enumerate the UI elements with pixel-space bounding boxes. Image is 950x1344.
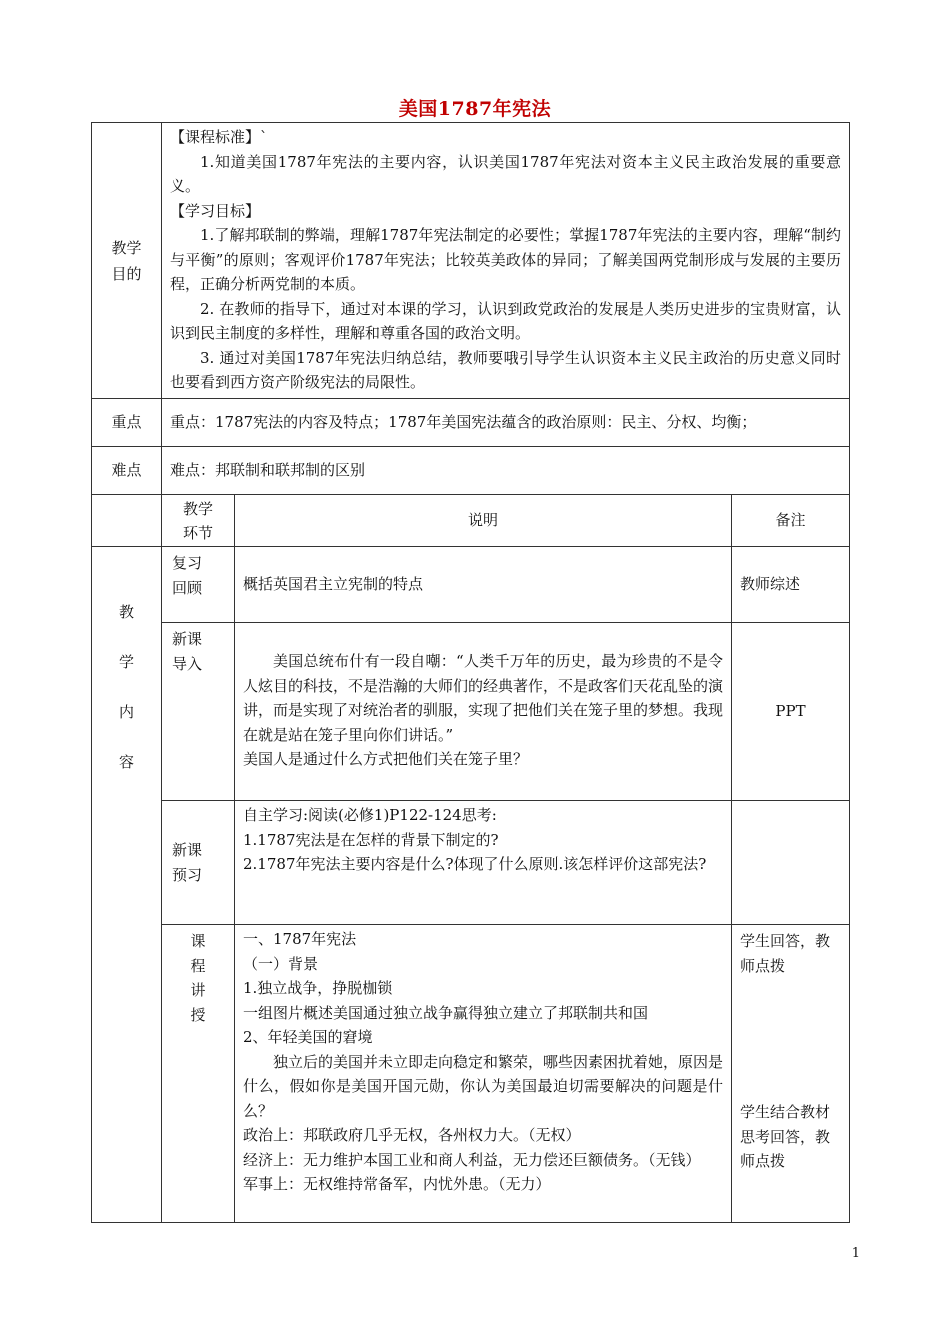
lecture-stage: 课 程 讲 授 — [162, 925, 235, 1223]
standard-heading: 【课程标准】` — [170, 128, 268, 146]
lecture-line-2: （一）背景 — [243, 954, 319, 973]
lecture-line-7: 政治上：邦联政府几乎无权，各州权力大。（无权） — [243, 1126, 581, 1144]
preview-line-1: 自主学习:阅读(必修1)P122-124思考: — [243, 806, 497, 824]
goal-3: 3. 通过对美国1787年宪法归纳总结，教师要哦引导学生认识资本主义民主政治的历史意义同时也要看到西方资产阶级宪法的局限性。 — [170, 348, 842, 391]
lecture-line-8: 经济上：无力维护本国工业和商人利益，无力偿还巨额债务。（无钱） — [243, 1150, 701, 1169]
lecture-line-5: 2、年轻美国的窘境 — [243, 1028, 373, 1046]
goal-2: 2. 在教师的指导下，通过对本课的学习，认识到政党政治的发展是人类历史进步的宝贵财富，认识到民主制度的多样性，理解和尊重各国的政治文明。 — [170, 299, 842, 342]
preview-note — [732, 801, 850, 925]
intro-paragraph: 美国总统布什有一段自嘲：“人类千万年的历史，最为珍贵的不是令人炫目的科技，不是浩瀚的大师们的经典著作，不是政客们天花乱坠的演讲，而是实现了对统治者的驯服，实现了把他们关在笼子里的梦想。我现在就是站在笼子里向你们讲话。” — [243, 652, 724, 744]
page-title: 美国1787年宪法 — [398, 98, 552, 120]
lecture-line-6: 独立后的美国并未立即走向稳定和繁荣，哪些因素困扰着她，原因是什么，假如你是美国开国元勋，你认为美国最迫切需要解决的问题是什么？ — [243, 1052, 724, 1120]
intro-note: PPT — [732, 623, 850, 801]
key-text: 重点：1787宪法的内容及特点；1787年美国宪法蕴含的政治原则：民主、分权、均衡； — [162, 399, 850, 447]
lecture-line-3: 1.独立战争，挣脱枷锁 — [243, 979, 393, 997]
goal-1: 1.了解邦联制的弊端，理解1787年宪法制定的必要性；掌握1787年宪法的主要内容，理解“制约与平衡”的原则；客观评价1787年宪法；比较英美政体的异同；了解美国两党制形成与发展的主要历程，正确分析两党制的本质。 — [170, 226, 842, 293]
lecture-row — [92, 925, 850, 1223]
header-note: 备注 — [732, 495, 850, 547]
review-note: 教师综述 — [732, 547, 850, 623]
preview-line-2: 1.1787宪法是在怎样的背景下制定的? — [243, 830, 499, 849]
difficulty-label: 难点 — [92, 447, 162, 495]
lecture-line-1: 一、1787年宪法 — [243, 930, 357, 948]
preview-row — [92, 801, 850, 925]
lecture-line-9: 军事上：无权维持常备军，内忧外患。（无力） — [243, 1175, 551, 1193]
key-row — [92, 399, 850, 447]
preview-desc — [235, 801, 732, 925]
header-desc: 说明 — [235, 495, 732, 547]
key-label: 重点 — [92, 399, 162, 447]
difficulty-text: 难点：邦联制和联邦制的区别 — [162, 447, 850, 495]
lecture-note — [732, 925, 850, 1223]
intro-desc — [235, 623, 732, 801]
lecture-note-2: 学生结合教材思考回答，教师点拨 — [740, 1103, 831, 1170]
preview-line-3: 2.1787年宪法主要内容是什么?体现了什么原则.该怎样评价这部宪法? — [243, 855, 707, 873]
objectives-content — [162, 123, 850, 399]
difficulty-row — [92, 447, 850, 495]
goals-heading: 【学习目标】 — [170, 201, 261, 220]
header-stage: 教学环节 — [162, 495, 235, 547]
page-number: 1 — [851, 1246, 860, 1261]
objectives-label: 教学目的 — [92, 123, 162, 399]
lecture-note-1: 学生回答，教师点拨 — [740, 932, 831, 975]
preview-stage: 新课 预习 — [162, 801, 235, 925]
lecture-desc — [235, 925, 732, 1223]
header-empty — [92, 495, 162, 547]
lesson-plan-table — [91, 122, 850, 1223]
review-row — [92, 547, 850, 623]
content-label: 教 学 内 容 — [92, 547, 162, 1223]
lecture-line-4: 一组图片概述美国通过独立战争赢得独立建立了邦联制共和国 — [243, 1003, 649, 1022]
objectives-row — [92, 123, 850, 399]
intro-row — [92, 623, 850, 801]
standard-text: 1.知道美国1787年宪法的主要内容，认识美国1787年宪法对资本主义民主政治发展的重要意义。 — [170, 152, 842, 195]
intro-stage: 新课 导入 — [162, 623, 235, 801]
header-row — [92, 495, 850, 547]
review-desc: 概括英国君主立宪制的特点 — [235, 547, 732, 623]
review-stage: 复习 回顾 — [162, 547, 235, 623]
intro-question: 美国人是通过什么方式把他们关在笼子里？ — [243, 750, 529, 768]
